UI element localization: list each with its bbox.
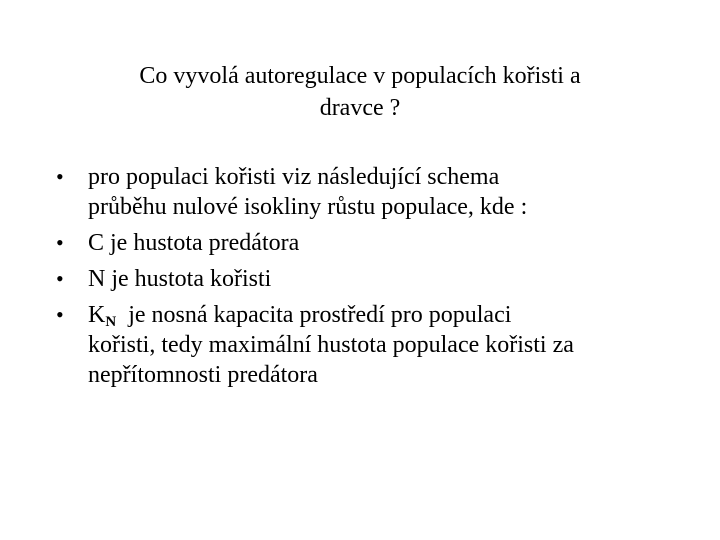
bullet-2-line-1: C je hustota predátora bbox=[88, 230, 300, 256]
bullet-1-line-2: průběhu nulové isokliny růstu populace, kde : bbox=[88, 194, 528, 220]
bullet-4-line-1-text: je nosná kapacita prostředí pro populaci bbox=[116, 302, 512, 328]
bullet-item bbox=[52, 228, 692, 258]
bullet-3-line-1: N je hustota kořisti bbox=[88, 266, 272, 292]
bullet-1-line-1: pro populaci kořisti viz následující schema bbox=[88, 164, 500, 190]
bullet-dot-icon: • bbox=[56, 302, 64, 327]
bullet-4-line-2: kořisti, tedy maximální hustota populace kořisti za bbox=[88, 332, 574, 358]
bullet-item bbox=[52, 162, 692, 222]
title-line-1: Co vyvolá autoregulace v populacích kořisti a bbox=[139, 63, 581, 89]
kn-symbol: K bbox=[88, 302, 106, 328]
bullet-4-line-1 bbox=[88, 300, 692, 330]
bullet-dot-icon: • bbox=[56, 230, 64, 255]
bullet-list bbox=[52, 162, 692, 396]
title-line-2: dravce ? bbox=[319, 95, 401, 121]
bullet-item bbox=[52, 300, 692, 390]
bullet-dot-icon: • bbox=[56, 266, 64, 291]
bullet-4-line-3: nepřítomnosti predátora bbox=[88, 362, 318, 388]
kn-subscript: N bbox=[105, 314, 117, 330]
bullet-item bbox=[52, 264, 692, 294]
bullet-dot-icon: • bbox=[56, 164, 64, 189]
slide-title bbox=[80, 60, 640, 124]
